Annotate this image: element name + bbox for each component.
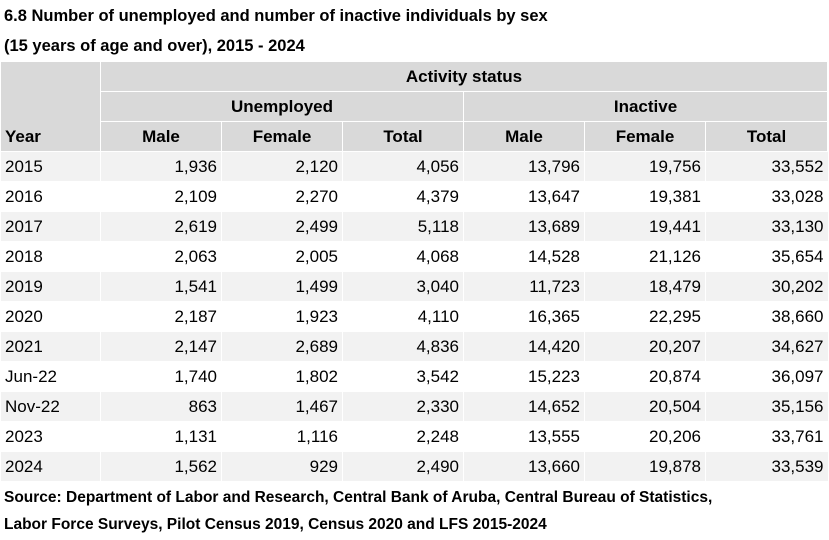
value-cell-inactive-total: 38,660 — [706, 302, 828, 332]
value-cell-inactive-female: 20,874 — [585, 362, 706, 392]
value-cell-unemployed-female: 1,923 — [222, 302, 343, 332]
value-cell-unemployed-total: 4,068 — [343, 242, 464, 272]
source-note-line1: Source: Department of Labor and Research, Central Bank of Aruba, Central Bureau of Statistics, — [4, 489, 713, 506]
value-cell-unemployed-male: 2,619 — [101, 212, 222, 242]
year-cell: 2016 — [1, 182, 101, 212]
value-cell-unemployed-total: 3,040 — [343, 272, 464, 302]
value-cell-unemployed-male: 2,063 — [101, 242, 222, 272]
value-cell-inactive-male: 13,796 — [464, 152, 585, 182]
value-cell-inactive-male: 13,555 — [464, 422, 585, 452]
value-cell-inactive-total: 33,130 — [706, 212, 828, 242]
table-row — [1, 332, 828, 362]
value-cell-inactive-total: 36,097 — [706, 362, 828, 392]
table-row — [1, 212, 828, 242]
value-cell-unemployed-total: 4,110 — [343, 302, 464, 332]
value-cell-inactive-male: 14,420 — [464, 332, 585, 362]
value-cell-inactive-female: 19,756 — [585, 152, 706, 182]
table-row — [1, 152, 828, 182]
value-cell-unemployed-female: 929 — [222, 452, 343, 482]
value-cell-inactive-total: 33,552 — [706, 152, 828, 182]
value-cell-unemployed-male: 1,562 — [101, 452, 222, 482]
table-body — [1, 152, 828, 482]
value-cell-inactive-female: 20,206 — [585, 422, 706, 452]
value-cell-inactive-female: 18,479 — [585, 272, 706, 302]
value-cell-unemployed-total: 2,490 — [343, 452, 464, 482]
value-cell-unemployed-female: 2,005 — [222, 242, 343, 272]
value-cell-unemployed-female: 1,802 — [222, 362, 343, 392]
value-cell-inactive-total: 33,028 — [706, 182, 828, 212]
value-cell-unemployed-male: 1,740 — [101, 362, 222, 392]
value-cell-unemployed-female: 2,689 — [222, 332, 343, 362]
value-cell-inactive-male: 16,365 — [464, 302, 585, 332]
table-row — [1, 422, 828, 452]
value-cell-unemployed-female: 2,120 — [222, 152, 343, 182]
year-cell: 2021 — [1, 332, 101, 362]
value-cell-inactive-female: 19,381 — [585, 182, 706, 212]
value-cell-inactive-female: 22,295 — [585, 302, 706, 332]
value-cell-inactive-female: 21,126 — [585, 242, 706, 272]
value-cell-inactive-male: 13,689 — [464, 212, 585, 242]
value-cell-unemployed-male: 2,109 — [101, 182, 222, 212]
year-cell: Jun-22 — [1, 362, 101, 392]
table-row — [1, 302, 828, 332]
value-cell-unemployed-total: 5,118 — [343, 212, 464, 242]
value-cell-unemployed-total: 4,836 — [343, 332, 464, 362]
unemployed-header: Unemployed — [101, 92, 464, 122]
value-cell-inactive-total: 35,156 — [706, 392, 828, 422]
year-cell: 2015 — [1, 152, 101, 182]
value-cell-inactive-total: 34,627 — [706, 332, 828, 362]
value-cell-inactive-female: 19,441 — [585, 212, 706, 242]
value-cell-inactive-total: 33,539 — [706, 452, 828, 482]
column-header-unemployed-female: Female — [222, 122, 343, 152]
year-cell: 2023 — [1, 422, 101, 452]
year-cell: 2020 — [1, 302, 101, 332]
value-cell-unemployed-male: 1,936 — [101, 152, 222, 182]
column-header-inactive-male: Male — [464, 122, 585, 152]
column-header-unemployed-total: Total — [343, 122, 464, 152]
activity-status-header: Activity status — [101, 62, 828, 92]
column-header-inactive-total: Total — [706, 122, 828, 152]
value-cell-unemployed-male: 863 — [101, 392, 222, 422]
value-cell-inactive-female: 20,207 — [585, 332, 706, 362]
table-row — [1, 362, 828, 392]
value-cell-unemployed-male: 2,147 — [101, 332, 222, 362]
value-cell-inactive-female: 19,878 — [585, 452, 706, 482]
value-cell-unemployed-male: 1,131 — [101, 422, 222, 452]
data-table — [0, 61, 828, 481]
source-note-line2: Labor Force Surveys, Pilot Census 2019, Census 2020 and LFS 2015-2024 — [4, 516, 547, 533]
value-cell-inactive-male: 11,723 — [464, 272, 585, 302]
value-cell-unemployed-female: 1,116 — [222, 422, 343, 452]
year-cell: 2017 — [1, 212, 101, 242]
value-cell-unemployed-total: 4,056 — [343, 152, 464, 182]
year-cell: 2019 — [1, 272, 101, 302]
table-row — [1, 182, 828, 212]
value-cell-unemployed-total: 4,379 — [343, 182, 464, 212]
column-header-row — [1, 122, 828, 152]
value-cell-unemployed-female: 2,270 — [222, 182, 343, 212]
table-row — [1, 272, 828, 302]
value-cell-inactive-male: 14,652 — [464, 392, 585, 422]
value-cell-inactive-total: 33,761 — [706, 422, 828, 452]
value-cell-unemployed-female: 1,467 — [222, 392, 343, 422]
table-row — [1, 242, 828, 272]
value-cell-unemployed-male: 1,541 — [101, 272, 222, 302]
value-cell-inactive-female: 20,504 — [585, 392, 706, 422]
value-cell-inactive-male: 13,647 — [464, 182, 585, 212]
value-cell-inactive-male: 13,660 — [464, 452, 585, 482]
value-cell-unemployed-female: 1,499 — [222, 272, 343, 302]
value-cell-unemployed-female: 2,499 — [222, 212, 343, 242]
column-header-unemployed-male: Male — [101, 122, 222, 152]
value-cell-inactive-total: 35,654 — [706, 242, 828, 272]
value-cell-unemployed-total: 3,542 — [343, 362, 464, 392]
table-subtitle: (15 years of age and over), 2015 - 2024 — [4, 37, 305, 55]
year-cell: Nov-22 — [1, 392, 101, 422]
value-cell-unemployed-male: 2,187 — [101, 302, 222, 332]
value-cell-inactive-male: 15,223 — [464, 362, 585, 392]
value-cell-unemployed-total: 2,330 — [343, 392, 464, 422]
year-cell: 2018 — [1, 242, 101, 272]
table-title: 6.8 Number of unemployed and number of inactive individuals by sex — [4, 7, 548, 25]
value-cell-unemployed-total: 2,248 — [343, 422, 464, 452]
column-header-inactive-female: Female — [585, 122, 706, 152]
table-row — [1, 392, 828, 422]
value-cell-inactive-total: 30,202 — [706, 272, 828, 302]
table-row — [1, 452, 828, 482]
value-cell-inactive-male: 14,528 — [464, 242, 585, 272]
inactive-header: Inactive — [464, 92, 828, 122]
year-header: Year — [1, 62, 101, 152]
year-cell: 2024 — [1, 452, 101, 482]
